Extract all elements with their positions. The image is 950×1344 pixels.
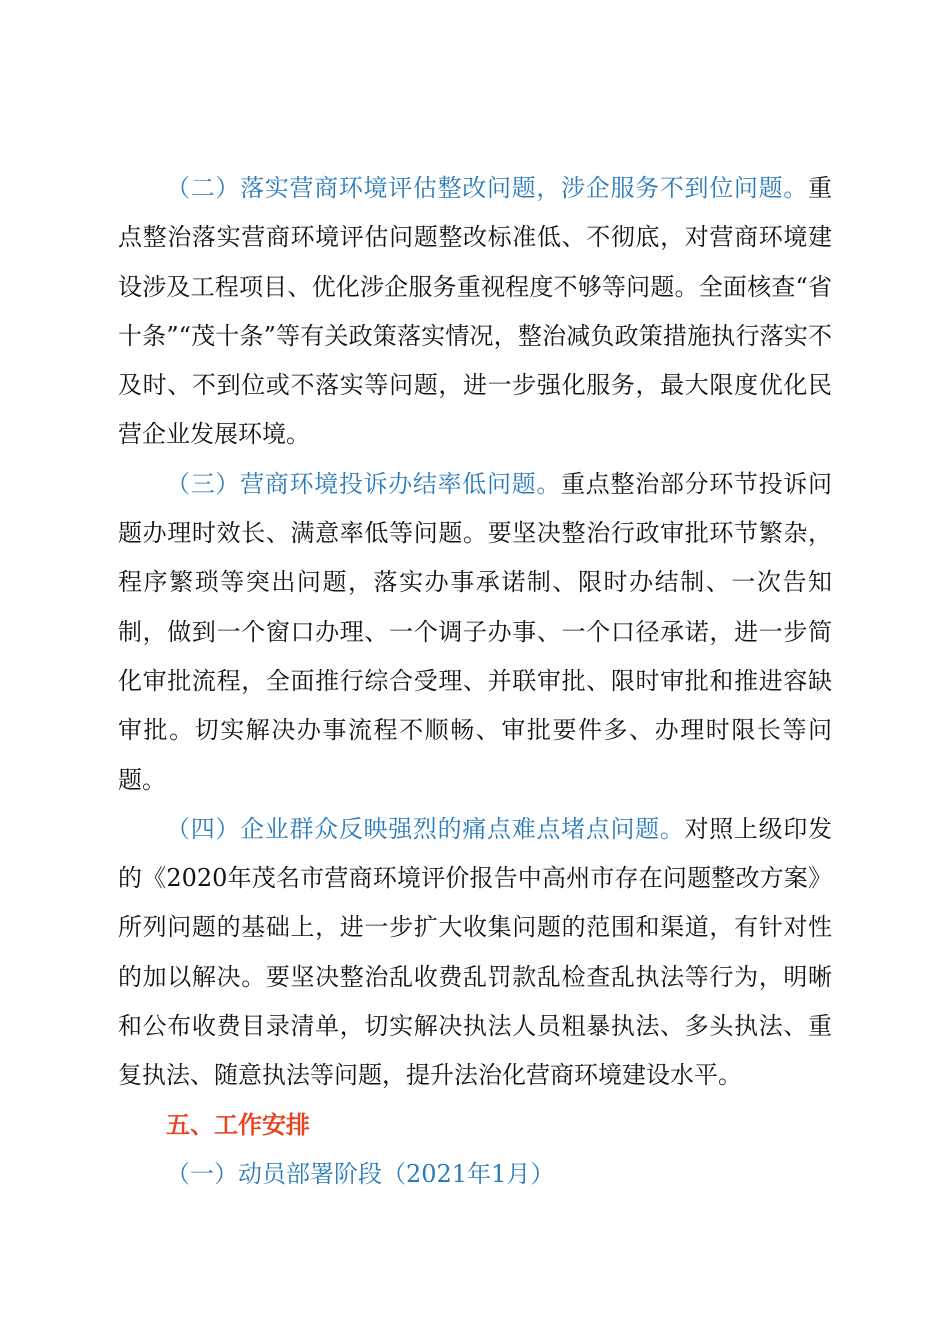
section-heading-work-arrangement: 五、工作安排 <box>166 1110 310 1139</box>
paragraph-3-heading: （三）营商环境投诉办结率低问题。 <box>166 469 562 498</box>
paragraph-2-heading: （二）落实营商环境评估整改问题，涉企服务不到位问题。 <box>166 174 808 202</box>
paragraph-4-body: 对照上级印发的《2020年茂名市营商环境评价报告中高州市存在问题整改方案》所列问题的基础上，进一步扩大收集问题的范围和渠道，有针对性的加以解决。要坚决整治乱收费乱罚款乱检查乱执法等行为，明晰和公布收费目录清单，切实解决执法人员粗暴执法、多头执法、重复执法、随意执法等问题，提升法治化营商环境建设水平。 <box>118 814 833 1090</box>
paragraph-2 <box>118 164 832 460</box>
subsection-heading-mobilization: （一）动员部署阶段（2021年1月） <box>166 1159 555 1188</box>
paragraph-3-body: 重点整治部分环节投诉问题办理时效长、满意率低等问题。要坚决整治行政审批环节繁杂，程序繁琐等突出问题，落实办事承诺制、限时办结制、一次告知制，做到一个窗口办理、一个调子办事、一个口径承诺，进一步简化审批流程，全面推行综合受理、并联审批、限时审批和推进容缺审批。切实解决办事流程不顺畅、审批要件多、办理时限长等问题。 <box>118 469 833 794</box>
paragraph-2-body: 重点整治落实营商环境评估问题整改标准低、不彻底，对营商环境建设涉及工程项目、优化涉企服务重视程度不够等问题。全面核查“省十条”“茂十条”等有关政策落实情况，整治减负政策措施执行落实不及时、不到位或不落实等问题，进一步强化服务，最大限度优化民营企业发展环境。 <box>118 174 832 449</box>
document-page <box>118 164 832 1199</box>
paragraph-3 <box>118 460 832 805</box>
paragraph-4 <box>118 805 832 1101</box>
paragraph-4-heading: （四）企业群众反映强烈的痛点难点堵点问题。 <box>166 814 685 843</box>
